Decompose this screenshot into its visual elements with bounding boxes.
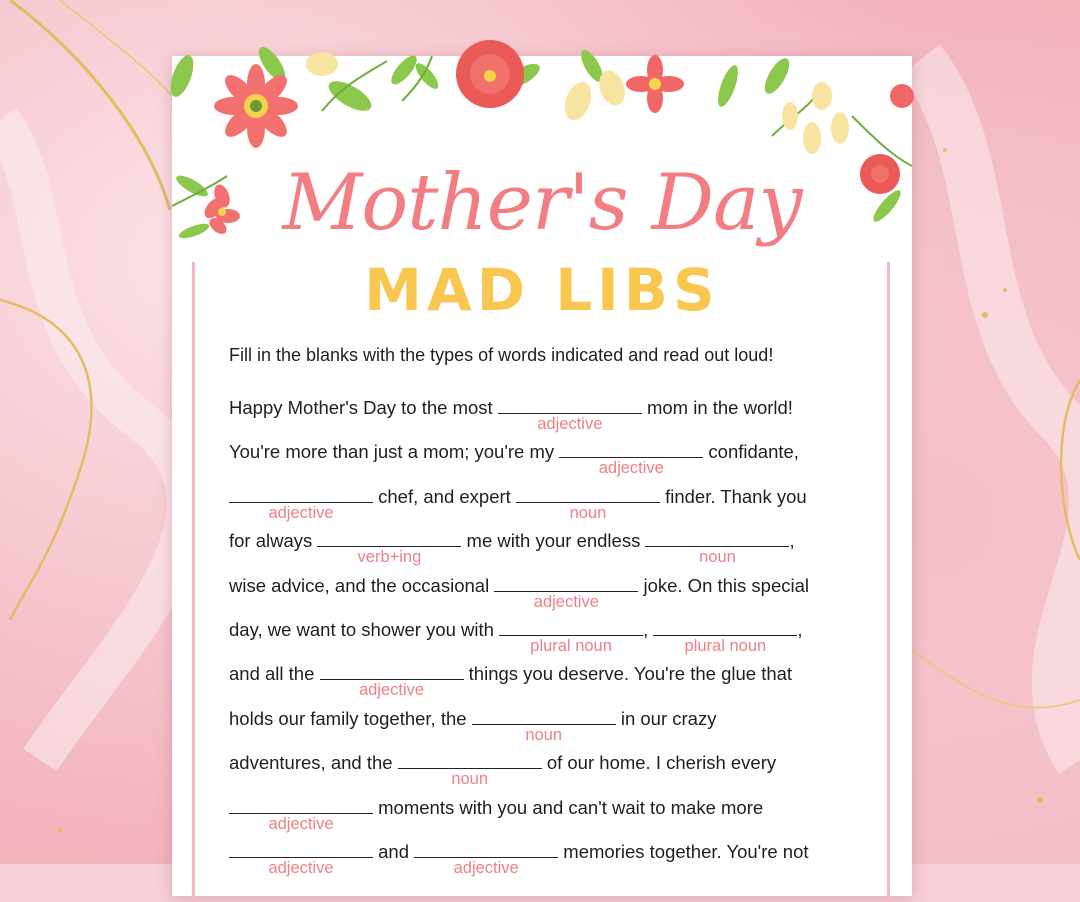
fill-in-blank[interactable] [229, 482, 373, 522]
right-border-rule [887, 262, 890, 902]
story-text-segment: things you deserve. You're the glue that [463, 663, 793, 685]
word-type-hint: adjective [533, 592, 599, 611]
story-line [229, 526, 809, 570]
word-type-hint: adjective [537, 415, 603, 433]
story-line [229, 615, 809, 659]
fill-in-blank[interactable] [559, 437, 703, 478]
story-text-segment: adventures, and the [229, 752, 398, 774]
fill-in-blank[interactable] [653, 615, 797, 655]
story-line [229, 748, 809, 792]
word-type-hint: noun [525, 725, 563, 744]
story-line [229, 571, 809, 615]
word-type-hint: noun [569, 503, 607, 522]
story-text-segment: chef, and expert [373, 485, 516, 507]
story-text-segment: mom in the world! [641, 397, 793, 418]
story-line [229, 793, 809, 837]
story-line [229, 393, 809, 437]
story-text-segment: memories together. You're not [558, 840, 809, 862]
fill-in-blank[interactable] [229, 837, 373, 877]
story-text-segment: wise advice, and the occasional [229, 574, 495, 596]
story-text-segment: , [789, 530, 795, 552]
fill-in-blank[interactable] [645, 526, 789, 567]
story-text-segment: holds our family together, the [229, 707, 472, 729]
coral-poppy [456, 40, 524, 108]
story-text [229, 393, 809, 881]
story-text-segment: , [643, 618, 654, 640]
left-border-rule [192, 262, 195, 902]
story-text-segment: in our crazy [615, 707, 717, 729]
word-type-hint: noun [451, 770, 489, 789]
instructions: Fill in the blanks with the types of words indicated and read out loud! [229, 345, 774, 365]
fill-in-blank[interactable] [320, 659, 464, 700]
worksheet-page [172, 56, 912, 896]
fill-in-blank[interactable] [494, 571, 638, 611]
word-type-hint: plural noun [530, 636, 612, 655]
story-text-segment: Happy Mother's Day to the most [229, 397, 498, 418]
word-type-hint: adjective [268, 858, 334, 877]
story-text-segment: moments with you and can't wait to make more [373, 796, 764, 818]
story-text-segment: and all the [229, 663, 320, 685]
title-mad-libs: MAD LIBS [364, 256, 720, 324]
fill-in-blank[interactable] [414, 837, 558, 877]
fill-in-blank[interactable] [317, 526, 461, 567]
story-line [229, 704, 809, 748]
fill-in-blank[interactable] [499, 615, 643, 655]
story-text-segment: of our home. I cherish every [541, 752, 777, 774]
story-text-segment: joke. On this special [638, 574, 810, 596]
word-type-hint: noun [699, 548, 736, 567]
story-text-segment: , [797, 618, 803, 640]
word-type-hint: plural noun [684, 636, 767, 655]
word-type-hint: verb+ing [357, 548, 422, 567]
title-script: Mother's Day [282, 158, 802, 248]
fill-in-blank[interactable] [398, 748, 542, 789]
word-type-hint: adjective [358, 681, 425, 700]
story-text-segment: You're more than just a mom; you're my [229, 441, 560, 463]
story-line [229, 659, 809, 703]
story-text-segment: for always [229, 530, 318, 552]
story-line [229, 437, 809, 481]
fill-in-blank[interactable] [472, 704, 616, 744]
coral-daisy [214, 64, 298, 148]
story-text-segment: day, we want to shower you with [229, 618, 500, 640]
word-type-hint: adjective [453, 858, 519, 877]
story-line [229, 482, 809, 526]
word-type-hint: adjective [268, 503, 334, 522]
fill-in-blank[interactable] [229, 793, 373, 833]
fill-in-blank[interactable] [498, 393, 642, 433]
story-text-segment: and [373, 840, 415, 862]
story-text-segment: confidante, [703, 441, 799, 463]
story-text-segment: me with your endless [461, 530, 646, 552]
word-type-hint: adjective [268, 814, 334, 833]
word-type-hint: adjective [598, 459, 664, 478]
fill-in-blank[interactable] [516, 482, 660, 522]
story-line [229, 837, 809, 881]
story-text-segment: finder. Thank you [659, 485, 807, 507]
